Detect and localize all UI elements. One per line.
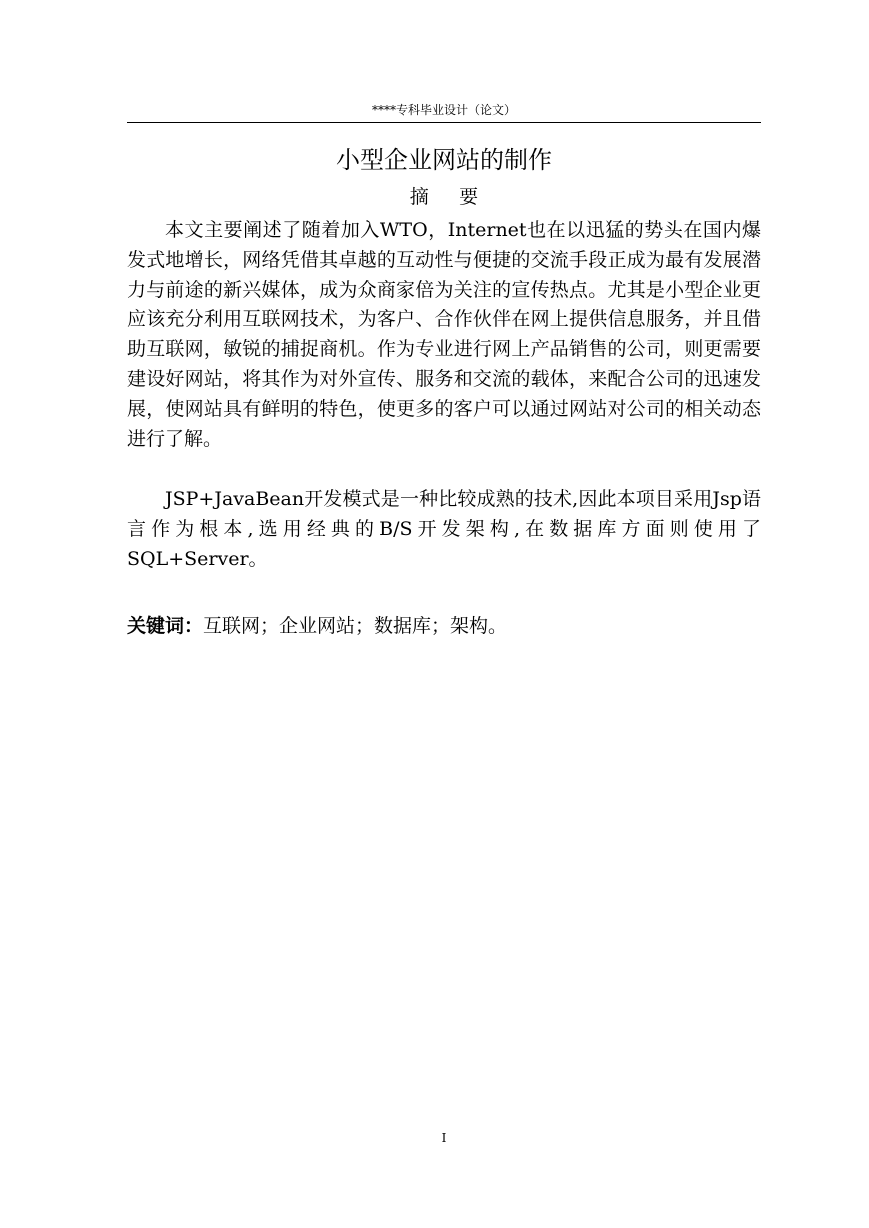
abstract-paragraph-2: JSP+JavaBean开发模式是一种比较成熟的技术,因此本项目采用Jsp语言作为根本,选用经典的B/S开发架构,在数据库方面则使用了SQL+Server。 (127, 488, 761, 570)
keywords-line (127, 611, 761, 641)
abstract-heading: 摘要 (409, 186, 509, 208)
abstract-paragraph-1: 本文主要阐述了随着加入WTO，Internet也在以迅猛的势头在国内爆发式地增长，网络凭借其卓越的互动性与便捷的交流手段正成为最有发展潜力与前途的新兴媒体，成为众商家倍为关注的宣传热点。尤其是小型企业更应该充分利用互联网技术，为客户、合作伙伴在网上提供信息服务，并且借助互联网，敏锐的捕捉商机。作为专业进行网上产品销售的公司，则更需要建设好网站，将其作为对外宣传、服务和交流的载体，来配合公司的迅速发展，使网站具有鲜明的特色，使更多的客户可以通过网站对公司的相关动态进行了解。 (127, 219, 761, 450)
keywords-label: 关键词： (127, 615, 204, 637)
page-number: I (441, 1131, 447, 1145)
document-title: 小型企业网站的制作 (336, 146, 552, 174)
keywords-text: 互联网；企业网站；数据库；架构。 (203, 615, 508, 637)
header-rule (127, 122, 761, 123)
running-header: ****专科毕业设计（论文） (371, 103, 516, 117)
